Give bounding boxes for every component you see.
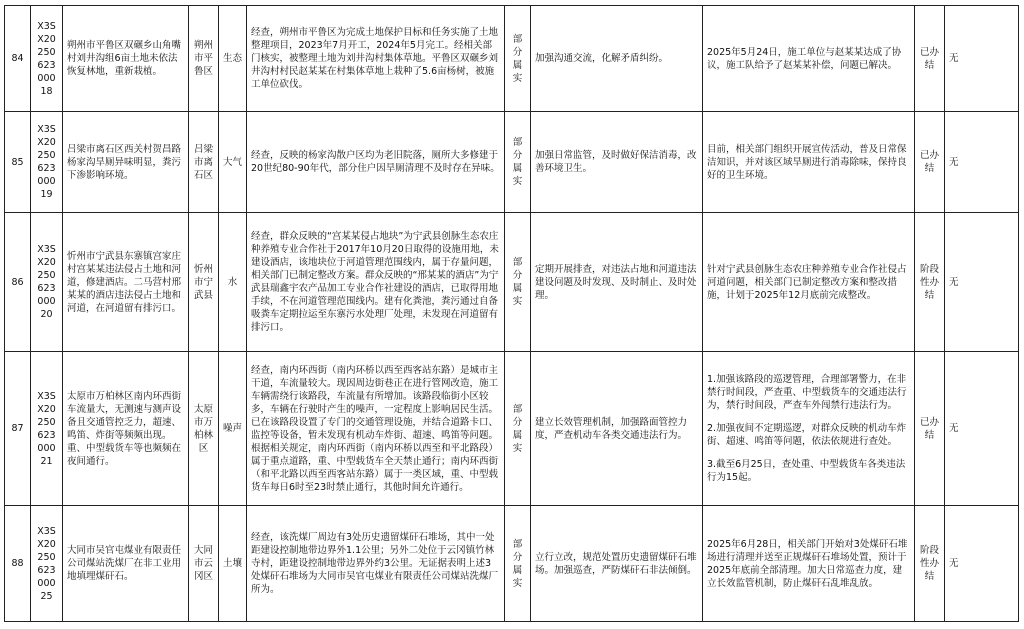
- row-number: 86: [5, 213, 31, 352]
- case-code: X3SX2025062300019: [31, 112, 63, 213]
- verification-result: 部分属实: [505, 506, 531, 622]
- progress-item: 1.加强该路段的巡逻管理，合理部署警力，在非禁行时间段，严查重、中型载货车的交通违法行为，禁行时间段，严查车外闯禁行违法行为。: [707, 374, 907, 411]
- verification-result: 部分属实: [505, 352, 531, 506]
- row-number: 85: [5, 112, 31, 213]
- pollution-category: 土壤: [219, 506, 247, 622]
- handling-measures: 立行立改，规范处置历史遗留煤矸石堆场。加强巡查，严防煤矸石非法倾倒。: [531, 506, 703, 622]
- progress-item: 2025年6月28日，相关部门开始对3处煤矸石堆场进行清理并送至正规煤矸石堆场处置，预计于2025年底前全部清理。加大日常巡查力度，建立长效监管机制，防止煤矸石乱堆乱放。: [707, 538, 908, 589]
- row-number: 88: [5, 506, 31, 622]
- case-code: X3SX2025062300025: [31, 506, 63, 622]
- administrative-region: 大同市云冈区: [189, 506, 219, 622]
- issue-description: 大同市吴官屯煤业有限责任公司煤站洗煤厂在非工业用地填埋煤矸石。: [63, 506, 189, 622]
- investigation-findings: 经查，群众反映的“宫某某侵占地块”为宁武县创脉生态农庄种养殖专业合作社于2017年10月20日取得的设施用地，未建设酒店，该地块位于河道管理范围线内，属于存量问题，相关部门已制定整改方案。群众反映的“邢某某的酒店”为宁武县瑞鑫宇农产品加工专业合作社建设的酒店，已取得用地手续，不在河道管理范围线内。建有化粪池，粪污通过自备吸粪车定期拉运至东寨污水处理厂处理，未发现在河道留有排污口。: [247, 213, 505, 352]
- case-code: X3SX2025062300021: [31, 352, 63, 506]
- row-number: 87: [5, 352, 31, 506]
- rectification-progress: [703, 6, 915, 112]
- progress-item: 2.加强夜间不定期巡逻，对群众反映的机动车炸街、超速、鸣笛等问题，依法依规进行查处。: [707, 423, 907, 447]
- pollution-category: 大气: [219, 112, 247, 213]
- pollution-category: 水: [219, 213, 247, 352]
- case-status: 已办结: [915, 112, 945, 213]
- issue-description: 朔州市平鲁区双碾乡山角嘴村刘井沟组6亩土地未依法恢复林地，重新栽植。: [63, 6, 189, 112]
- administrative-region: 朔州市平鲁区: [189, 6, 219, 112]
- progress-item: 3.截至6月25日，查处重、中型载货车各类违法行为15起。: [707, 459, 906, 483]
- verification-result: 部分属实: [505, 6, 531, 112]
- case-code: X3SX2025062300018: [31, 6, 63, 112]
- pollution-category: 生态: [219, 6, 247, 112]
- rectification-progress: [703, 112, 915, 213]
- accountability: 无: [945, 506, 1019, 622]
- case-status: 阶段性办结: [915, 506, 945, 622]
- issue-description: 吕梁市离石区西关村贺昌路杨家沟旱厕异味明显，粪污下渗影响环境。: [63, 112, 189, 213]
- issue-description: 太原市万柏林区南内环西街车流量大，无测速与测声设备且交通管控乏力，超速、鸣笛、炸街等频频出现。重、中型载货车等也频频在夜间通行。: [63, 352, 189, 506]
- rectification-progress: [703, 506, 915, 622]
- case-code: X3SX2025062300020: [31, 213, 63, 352]
- complaint-table: [4, 5, 1019, 622]
- investigation-findings: 经查，朔州市平鲁区为完成土地保护目标和任务实施了土地整理项目，2023年7月开工，2024年5月完工。经相关部门核实，被整理土地为刘井沟村集体草地。平鲁区双碾乡刘井沟村村民赵某某在村集体草地上栽种了5.6亩杨树，被施工单位砍伐。: [247, 6, 505, 112]
- handling-measures: 定期开展排查，对违法占地和河道违法建设问题及时发现、及时制止、及时处理。: [531, 213, 703, 352]
- administrative-region: 吕梁市离石区: [189, 112, 219, 213]
- table-row: [5, 6, 1019, 112]
- progress-item: 2025年5月24日，施工单位与赵某某达成了协议，施工队给予了赵某某补偿，问题已解决。: [707, 46, 902, 71]
- accountability: 无: [945, 6, 1019, 112]
- verification-result: 部分属实: [505, 213, 531, 352]
- investigation-findings: 经查，南内环西街（南内环桥以西至西客站东路）是城市主干道，车流量较大。现因周边街巷正在进行管网改造，施工车辆需绕行该路段，车流量有所增加。该路段临街小区较多，车辆在行驶时产生的噪声，一定程度上影响居民生活。已在该路段设置了专门的交通管理设施，并结合道路卡口、监控等设备，暂未发现有机动车炸街、超速、鸣笛等问题。根据相关规定，南内环西街（南内环桥以西至和平北路段）属于重点道路，重、中型载货车全天禁止通行；南内环西街（和平北路以西至西客站东路）属于一类区域，重、中型载货车每日6时至23时禁止通行，其他时间允许通行。: [247, 352, 505, 506]
- progress-item: 目前，相关部门组织开展宣传活动，普及日常保洁知识，并对该区域旱厕进行消毒除味，保持良好的卫生环境。: [707, 143, 907, 181]
- verification-result: 部分属实: [505, 112, 531, 213]
- handling-measures: 加强日常监管，及时做好保洁消毒，改善环境卫生。: [531, 112, 703, 213]
- table-row: [5, 112, 1019, 213]
- table-row: [5, 213, 1019, 352]
- administrative-region: 忻州市宁武县: [189, 213, 219, 352]
- investigation-findings: 经查，该洗煤厂周边有3处历史遗留煤矸石堆场，其中一处距建设控制地带边界外1.1公里；另外二处位于云冈镇竹林寺村，距建设控制地带边界外约3公里。无证据表明上述3处煤矸石堆场为大同市吴官屯煤业有限责任公司煤站洗煤厂所为。: [247, 506, 505, 622]
- rectification-progress: [703, 352, 915, 506]
- pollution-category: 噪声: [219, 352, 247, 506]
- handling-measures: 建立长效管理机制，加强路面管控力度，严查机动车各类交通违法行为。: [531, 352, 703, 506]
- administrative-region: 太原市万柏林区: [189, 352, 219, 506]
- accountability: 无: [945, 352, 1019, 506]
- investigation-findings: 经查，反映的杨家沟散户区均为老旧院落，厕所大多修建于20世纪80-90年代，部分住户因旱厕清理不及时存在异味。: [247, 112, 505, 213]
- handling-measures: 加强沟通交流，化解矛盾纠纷。: [531, 6, 703, 112]
- accountability: 无: [945, 213, 1019, 352]
- table-row: [5, 352, 1019, 506]
- case-status: 已办结: [915, 352, 945, 506]
- rectification-progress: [703, 213, 915, 352]
- accountability: 无: [945, 112, 1019, 213]
- case-status: 阶段性办结: [915, 213, 945, 352]
- table-row: [5, 506, 1019, 622]
- row-number: 84: [5, 6, 31, 112]
- case-status: 已办结: [915, 6, 945, 112]
- progress-item: 针对宁武县创脉生态农庄种养殖专业合作社侵占河道问题，相关部门已制定整改方案和整改措施，计划于2025年12月底前完成整改。: [707, 263, 907, 301]
- issue-description: 忻州市宁武县东寨镇宫家庄村宫某某违法侵占土地和河道，修建酒店。二马营村邢某某的酒店违法侵占土地和河道，在河道留有排污口。: [63, 213, 189, 352]
